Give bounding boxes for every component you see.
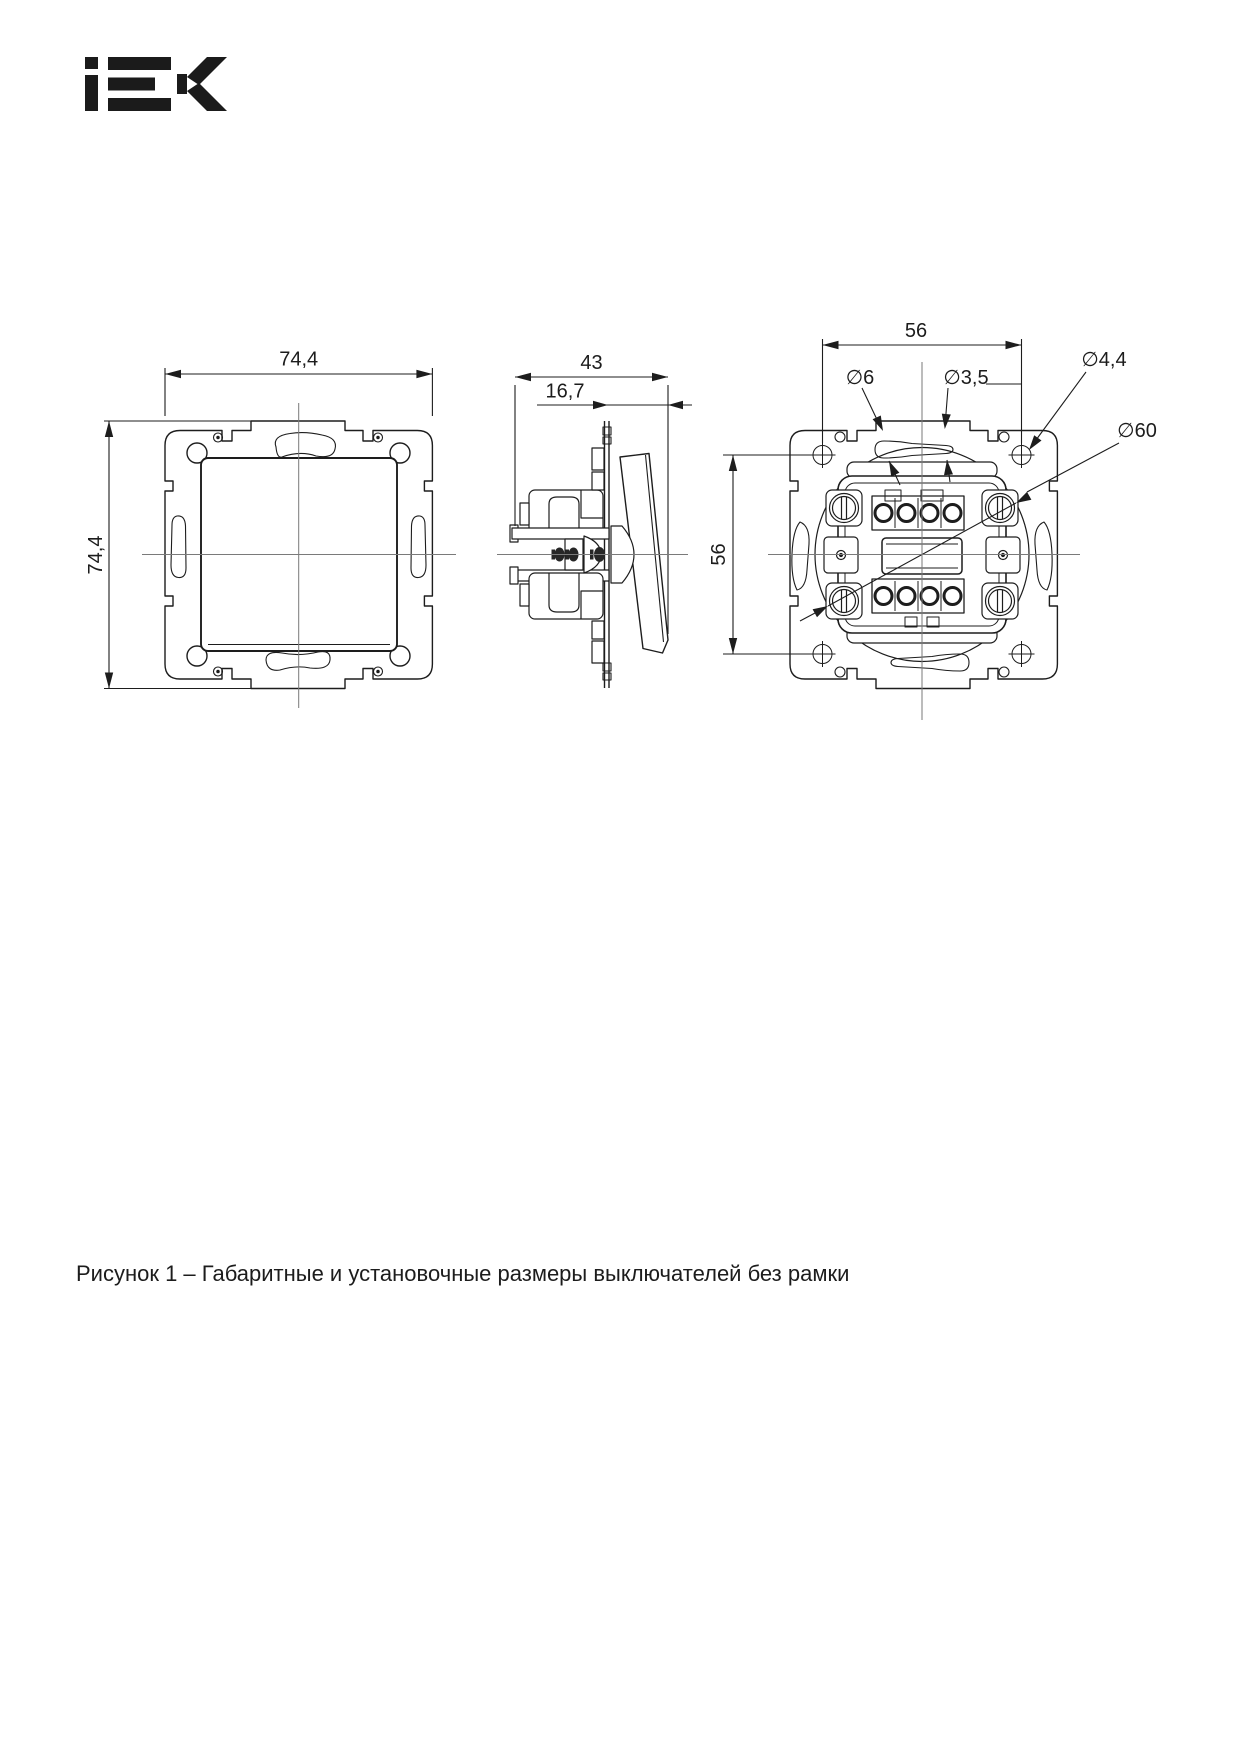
figure-caption-text: Рисунок 1 – Габаритные и установочные размеры выключателей без рамки <box>76 1261 850 1286</box>
dim-support-ring-diameter-label: ∅60 <box>1117 420 1157 442</box>
back-view <box>723 339 1119 689</box>
dim-side-depth-label: 43 <box>580 352 603 374</box>
dim-slot-end-diameter-label: ∅6 <box>845 367 875 389</box>
dim-slot-neck-diameter-label: ∅3,5 <box>943 367 989 389</box>
front-view <box>104 368 432 689</box>
dim-back-span-vertical-label: 56 <box>708 543 730 566</box>
dim-side-protrusion-label: 16,7 <box>545 380 585 403</box>
figure-caption <box>76 1261 849 1287</box>
side-view <box>510 373 692 688</box>
dim-front-width-label: 74,4 <box>279 348 319 371</box>
dim-back-span-horizontal-label: 56 <box>904 320 928 342</box>
dim-corner-hole-diameter-label: ∅4,4 <box>1081 349 1127 371</box>
dim-front-height-label: 74,4 <box>85 535 107 575</box>
